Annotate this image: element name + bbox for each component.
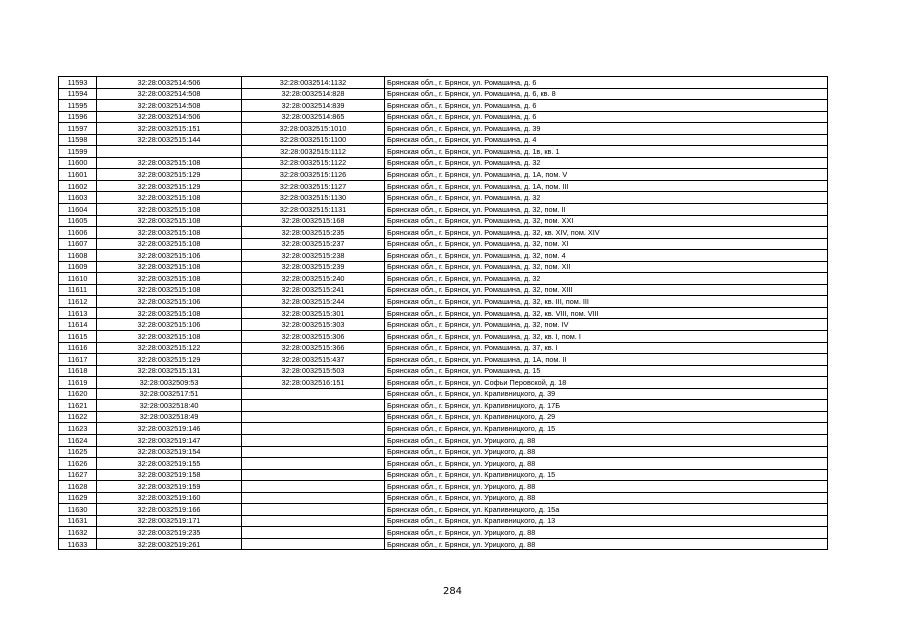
object-cadastral-number-cell: 32:28:0032515:168 [242, 215, 385, 227]
row-number-cell: 11603 [59, 192, 97, 204]
address-cell: Брянская обл., г. Брянск, ул. Крапивницкого, д. 15 [385, 423, 828, 435]
object-cadastral-number-cell: 32:28:0032515:1126 [242, 169, 385, 181]
object-cadastral-number-cell: 32:28:0032514:839 [242, 100, 385, 112]
quarter-cadastral-number-cell: 32:28:0032515:108 [97, 215, 242, 227]
object-cadastral-number-cell [242, 446, 385, 458]
address-cell: Брянская обл., г. Брянск, ул. Ромашина, д. 32, кв. I, пом. I [385, 331, 828, 343]
quarter-cadastral-number-cell: 32:28:0032519:166 [97, 504, 242, 516]
quarter-cadastral-number-cell: 32:28:0032519:159 [97, 481, 242, 493]
object-cadastral-number-cell: 32:28:0032515:437 [242, 354, 385, 366]
page-number: 284 [442, 586, 463, 597]
row-number-cell: 11601 [59, 169, 97, 181]
table-row [59, 169, 828, 181]
table-row [59, 100, 828, 112]
object-cadastral-number-cell: 32:28:0032515:503 [242, 365, 385, 377]
object-cadastral-number-cell [242, 527, 385, 539]
table-row [59, 134, 828, 146]
row-number-cell: 11611 [59, 284, 97, 296]
row-number-cell: 11627 [59, 469, 97, 481]
table-row [59, 307, 828, 319]
quarter-cadastral-number-cell: 32:28:0032514:508 [97, 88, 242, 100]
row-number-cell: 11607 [59, 238, 97, 250]
table-row [59, 458, 828, 470]
row-number-cell: 11599 [59, 146, 97, 158]
quarter-cadastral-number-cell [97, 146, 242, 158]
table-row [59, 296, 828, 308]
quarter-cadastral-number-cell: 32:28:0032515:106 [97, 250, 242, 262]
address-cell: Брянская обл., г. Брянск, ул. Ромашина, д. 32 [385, 157, 828, 169]
table-row [59, 515, 828, 527]
row-number-cell: 11610 [59, 273, 97, 285]
table-row [59, 238, 828, 250]
object-cadastral-number-cell [242, 423, 385, 435]
cadastral-register-table [58, 76, 828, 550]
object-cadastral-number-cell: 32:28:0032515:238 [242, 250, 385, 262]
table-row [59, 331, 828, 343]
quarter-cadastral-number-cell: 32:28:0032515:129 [97, 180, 242, 192]
quarter-cadastral-number-cell: 32:28:0032515:108 [97, 284, 242, 296]
address-cell: Брянская обл., г. Брянск, ул. Ромашина, д. 32, кв. VIII, пом. VIII [385, 307, 828, 319]
quarter-cadastral-number-cell: 32:28:0032518:40 [97, 400, 242, 412]
row-number-cell: 11609 [59, 261, 97, 273]
table-row [59, 77, 828, 89]
quarter-cadastral-number-cell: 32:28:0032515:106 [97, 319, 242, 331]
address-cell: Брянская обл., г. Брянск, ул. Крапивницкого, д. 17Б [385, 400, 828, 412]
quarter-cadastral-number-cell: 32:28:0032515:108 [97, 273, 242, 285]
object-cadastral-number-cell [242, 538, 385, 550]
table-row [59, 180, 828, 192]
object-cadastral-number-cell: 32:28:0032515:241 [242, 284, 385, 296]
object-cadastral-number-cell: 32:28:0032515:1127 [242, 180, 385, 192]
address-cell: Брянская обл., г. Брянск, ул. Ромашина, д. 37, кв. I [385, 342, 828, 354]
address-cell: Брянская обл., г. Брянск, ул. Ромашина, д. 32, пом. XIII [385, 284, 828, 296]
row-number-cell: 11594 [59, 88, 97, 100]
address-cell: Брянская обл., г. Брянск, ул. Ромашина, д. 32, пом. XXI [385, 215, 828, 227]
table-row [59, 400, 828, 412]
row-number-cell: 11625 [59, 446, 97, 458]
object-cadastral-number-cell: 32:28:0032515:1010 [242, 123, 385, 135]
row-number-cell: 11617 [59, 354, 97, 366]
quarter-cadastral-number-cell: 32:28:0032515:108 [97, 307, 242, 319]
row-number-cell: 11631 [59, 515, 97, 527]
quarter-cadastral-number-cell: 32:28:0032519:171 [97, 515, 242, 527]
table-row [59, 411, 828, 423]
row-number-cell: 11605 [59, 215, 97, 227]
address-cell: Брянская обл., г. Брянск, ул. Ромашина, д. 32, пом. XI [385, 238, 828, 250]
address-cell: Брянская обл., г. Брянск, ул. Урицкого, д. 88 [385, 492, 828, 504]
object-cadastral-number-cell [242, 388, 385, 400]
table-row [59, 204, 828, 216]
object-cadastral-number-cell: 32:28:0032514:828 [242, 88, 385, 100]
table-row [59, 273, 828, 285]
address-cell: Брянская обл., г. Брянск, ул. Урицкого, д. 88 [385, 458, 828, 470]
address-cell: Брянская обл., г. Брянск, ул. Ромашина, д. 1А, пом. III [385, 180, 828, 192]
quarter-cadastral-number-cell: 32:28:0032515:122 [97, 342, 242, 354]
row-number-cell: 11618 [59, 365, 97, 377]
quarter-cadastral-number-cell: 32:28:0032519:158 [97, 469, 242, 481]
quarter-cadastral-number-cell: 32:28:0032515:108 [97, 192, 242, 204]
row-number-cell: 11595 [59, 100, 97, 112]
table-row [59, 377, 828, 389]
row-number-cell: 11616 [59, 342, 97, 354]
address-cell: Брянская обл., г. Брянск, ул. Крапивницкого, д. 15 [385, 469, 828, 481]
row-number-cell: 11615 [59, 331, 97, 343]
row-number-cell: 11629 [59, 492, 97, 504]
quarter-cadastral-number-cell: 32:28:0032515:108 [97, 331, 242, 343]
register-table-body [59, 77, 828, 550]
row-number-cell: 11621 [59, 400, 97, 412]
object-cadastral-number-cell: 32:28:0032515:235 [242, 227, 385, 239]
address-cell: Брянская обл., г. Брянск, ул. Ромашина, д. 39 [385, 123, 828, 135]
quarter-cadastral-number-cell: 32:28:0032519:261 [97, 538, 242, 550]
address-cell: Брянская обл., г. Брянск, ул. Урицкого, д. 88 [385, 527, 828, 539]
address-cell: Брянская обл., г. Брянск, ул. Ромашина, д. 32, кв. XIV, пом. XIV [385, 227, 828, 239]
quarter-cadastral-number-cell: 32:28:0032519:147 [97, 434, 242, 446]
table-row [59, 261, 828, 273]
quarter-cadastral-number-cell: 32:28:0032515:108 [97, 261, 242, 273]
table-row [59, 527, 828, 539]
table-row [59, 123, 828, 135]
row-number-cell: 11619 [59, 377, 97, 389]
row-number-cell: 11593 [59, 77, 97, 89]
quarter-cadastral-number-cell: 32:28:0032515:131 [97, 365, 242, 377]
quarter-cadastral-number-cell: 32:28:0032517:51 [97, 388, 242, 400]
table-row [59, 192, 828, 204]
table-row [59, 227, 828, 239]
address-cell: Брянская обл., г. Брянск, ул. Ромашина, д. 32, пом. II [385, 204, 828, 216]
row-number-cell: 11633 [59, 538, 97, 550]
object-cadastral-number-cell: 32:28:0032515:366 [242, 342, 385, 354]
quarter-cadastral-number-cell: 32:28:0032518:49 [97, 411, 242, 423]
table-row [59, 446, 828, 458]
row-number-cell: 11624 [59, 434, 97, 446]
table-row [59, 88, 828, 100]
table-row [59, 481, 828, 493]
quarter-cadastral-number-cell: 32:28:0032515:151 [97, 123, 242, 135]
object-cadastral-number-cell [242, 504, 385, 516]
object-cadastral-number-cell: 32:28:0032515:244 [242, 296, 385, 308]
address-cell: Брянская обл., г. Брянск, ул. Урицкого, д. 88 [385, 446, 828, 458]
quarter-cadastral-number-cell: 32:28:0032519:160 [97, 492, 242, 504]
address-cell: Брянская обл., г. Брянск, ул. Ромашина, д. 15 [385, 365, 828, 377]
quarter-cadastral-number-cell: 32:28:0032515:106 [97, 296, 242, 308]
table-row [59, 423, 828, 435]
table-row [59, 250, 828, 262]
address-cell: Брянская обл., г. Брянск, ул. Ромашина, д. 32 [385, 273, 828, 285]
object-cadastral-number-cell: 32:28:0032515:1100 [242, 134, 385, 146]
table-row [59, 354, 828, 366]
table-row [59, 538, 828, 550]
address-cell: Брянская обл., г. Брянск, ул. Урицкого, д. 88 [385, 434, 828, 446]
quarter-cadastral-number-cell: 32:28:0032509:53 [97, 377, 242, 389]
object-cadastral-number-cell: 32:28:0032514:865 [242, 111, 385, 123]
quarter-cadastral-number-cell: 32:28:0032519:146 [97, 423, 242, 435]
row-number-cell: 11602 [59, 180, 97, 192]
row-number-cell: 11622 [59, 411, 97, 423]
row-number-cell: 11597 [59, 123, 97, 135]
quarter-cadastral-number-cell: 32:28:0032515:129 [97, 169, 242, 181]
object-cadastral-number-cell: 32:28:0032515:237 [242, 238, 385, 250]
address-cell: Брянская обл., г. Брянск, ул. Ромашина, д. 6 [385, 100, 828, 112]
row-number-cell: 11628 [59, 481, 97, 493]
row-number-cell: 11623 [59, 423, 97, 435]
table-row [59, 492, 828, 504]
object-cadastral-number-cell [242, 469, 385, 481]
row-number-cell: 11620 [59, 388, 97, 400]
row-number-cell: 11632 [59, 527, 97, 539]
address-cell: Брянская обл., г. Брянск, ул. Крапивницкого, д. 13 [385, 515, 828, 527]
row-number-cell: 11612 [59, 296, 97, 308]
table-row [59, 284, 828, 296]
quarter-cadastral-number-cell: 32:28:0032515:144 [97, 134, 242, 146]
row-number-cell: 11596 [59, 111, 97, 123]
object-cadastral-number-cell: 32:28:0032515:301 [242, 307, 385, 319]
address-cell: Брянская обл., г. Брянск, ул. Ромашина, д. 6 [385, 111, 828, 123]
row-number-cell: 11598 [59, 134, 97, 146]
address-cell: Брянская обл., г. Брянск, ул. Ромашина, д. 6 [385, 77, 828, 89]
quarter-cadastral-number-cell: 32:28:0032514:506 [97, 111, 242, 123]
object-cadastral-number-cell: 32:28:0032515:306 [242, 331, 385, 343]
table-row [59, 111, 828, 123]
quarter-cadastral-number-cell: 32:28:0032514:508 [97, 100, 242, 112]
quarter-cadastral-number-cell: 32:28:0032519:235 [97, 527, 242, 539]
object-cadastral-number-cell: 32:28:0032515:303 [242, 319, 385, 331]
object-cadastral-number-cell: 32:28:0032515:1122 [242, 157, 385, 169]
row-number-cell: 11614 [59, 319, 97, 331]
row-number-cell: 11626 [59, 458, 97, 470]
address-cell: Брянская обл., г. Брянск, ул. Крапивницкого, д. 15а [385, 504, 828, 516]
address-cell: Брянская обл., г. Брянск, ул. Урицкого, д. 88 [385, 481, 828, 493]
object-cadastral-number-cell [242, 458, 385, 470]
row-number-cell: 11600 [59, 157, 97, 169]
address-cell: Брянская обл., г. Брянск, ул. Урицкого, д. 88 [385, 538, 828, 550]
row-number-cell: 11613 [59, 307, 97, 319]
address-cell: Брянская обл., г. Брянск, ул. Ромашина, д. 32, пом. 4 [385, 250, 828, 262]
table-row [59, 434, 828, 446]
address-cell: Брянская обл., г. Брянск, ул. Ромашина, д. 4 [385, 134, 828, 146]
address-cell: Брянская обл., г. Брянск, ул. Ромашина, д. 32, кв. III, пом. III [385, 296, 828, 308]
quarter-cadastral-number-cell: 32:28:0032515:129 [97, 354, 242, 366]
quarter-cadastral-number-cell: 32:28:0032519:155 [97, 458, 242, 470]
object-cadastral-number-cell [242, 411, 385, 423]
object-cadastral-number-cell: 32:28:0032516:151 [242, 377, 385, 389]
row-number-cell: 11630 [59, 504, 97, 516]
address-cell: Брянская обл., г. Брянск, ул. Софьи Перовской, д. 18 [385, 377, 828, 389]
quarter-cadastral-number-cell: 32:28:0032515:108 [97, 238, 242, 250]
address-cell: Брянская обл., г. Брянск, ул. Крапивницкого, д. 39 [385, 388, 828, 400]
address-cell: Брянская обл., г. Брянск, ул. Ромашина, д. 6, кв. 8 [385, 88, 828, 100]
table-row [59, 319, 828, 331]
object-cadastral-number-cell: 32:28:0032514:1132 [242, 77, 385, 89]
object-cadastral-number-cell [242, 400, 385, 412]
table-row [59, 146, 828, 158]
address-cell: Брянская обл., г. Брянск, ул. Ромашина, д. 1в, кв. 1 [385, 146, 828, 158]
row-number-cell: 11604 [59, 204, 97, 216]
object-cadastral-number-cell: 32:28:0032515:239 [242, 261, 385, 273]
quarter-cadastral-number-cell: 32:28:0032515:108 [97, 157, 242, 169]
address-cell: Брянская обл., г. Брянск, ул. Ромашина, д. 1А, пом. II [385, 354, 828, 366]
quarter-cadastral-number-cell: 32:28:0032515:108 [97, 204, 242, 216]
object-cadastral-number-cell: 32:28:0032515:1112 [242, 146, 385, 158]
quarter-cadastral-number-cell: 32:28:0032515:108 [97, 227, 242, 239]
object-cadastral-number-cell: 32:28:0032515:1131 [242, 204, 385, 216]
object-cadastral-number-cell [242, 515, 385, 527]
object-cadastral-number-cell [242, 481, 385, 493]
address-cell: Брянская обл., г. Брянск, ул. Ромашина, д. 32 [385, 192, 828, 204]
table-row [59, 388, 828, 400]
address-cell: Брянская обл., г. Брянск, ул. Ромашина, д. 32, пом. IV [385, 319, 828, 331]
object-cadastral-number-cell [242, 434, 385, 446]
address-cell: Брянская обл., г. Брянск, ул. Ромашина, д. 32, пом. XII [385, 261, 828, 273]
address-cell: Брянская обл., г. Брянск, ул. Ромашина, д. 1А, пом. V [385, 169, 828, 181]
table-row [59, 342, 828, 354]
object-cadastral-number-cell: 32:28:0032515:240 [242, 273, 385, 285]
quarter-cadastral-number-cell: 32:28:0032514:506 [97, 77, 242, 89]
row-number-cell: 11606 [59, 227, 97, 239]
quarter-cadastral-number-cell: 32:28:0032519:154 [97, 446, 242, 458]
table-row [59, 157, 828, 169]
row-number-cell: 11608 [59, 250, 97, 262]
table-row [59, 469, 828, 481]
table-row [59, 365, 828, 377]
address-cell: Брянская обл., г. Брянск, ул. Крапивницкого, д. 29 [385, 411, 828, 423]
table-row [59, 504, 828, 516]
table-row [59, 215, 828, 227]
object-cadastral-number-cell: 32:28:0032515:1130 [242, 192, 385, 204]
object-cadastral-number-cell [242, 492, 385, 504]
